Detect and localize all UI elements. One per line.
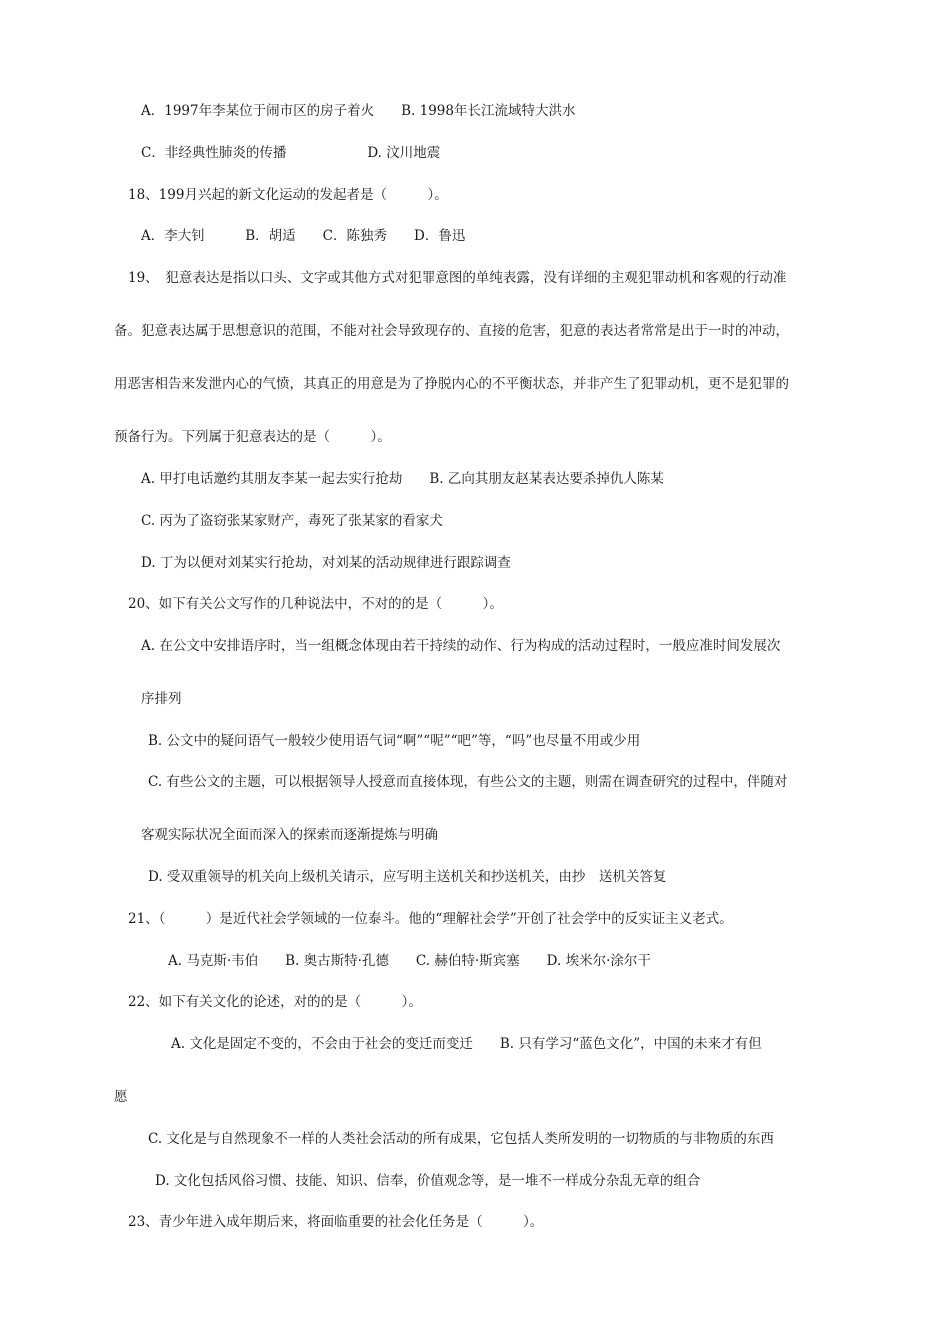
- q19-option-c: C. 丙为了盗窃张某家财产，毒死了张某家的看家犬: [141, 513, 443, 529]
- q17-options-ab: A．1997年李某位于闹市区的房子着火 B. 1998年长江流域特大洪水: [141, 103, 576, 119]
- q18-options: A．李大钊 B．胡适 C．陈独秀 D．鲁迅: [141, 228, 466, 244]
- q19-stem-line-4: 预备行为。下列属于犯意表达的是（ ）。: [114, 429, 391, 445]
- q19-stem-line-1: 19、 犯意表达是指以口头、文字或其他方式对犯罪意图的单纯表露，没有详细的主观犯罪动机和客观的行动准: [128, 270, 787, 286]
- q21-options: A. 马克斯·韦伯 B. 奥古斯特·孔德 C. 赫伯特·斯宾塞 D. 埃米尔·涂尔干: [168, 953, 651, 969]
- q20-option-a-line-1: A. 在公文中安排语序时，当一组概念体现由若干持续的动作、行为构成的活动过程时，一般应准时间发展次: [141, 638, 781, 654]
- q22-option-d: D. 文化包括风俗习惯、技能、知识、信奉，价值观念等，是一堆不一样成分杂乱无章的组合: [155, 1173, 701, 1189]
- q20-option-a-line-2: 序排列: [141, 691, 182, 707]
- q20-option-b: B. 公文中的疑问语气一般较少使用语气词“啊”“呢”“吧”等，“吗”也尽量不用或少用: [148, 733, 641, 749]
- q20-stem: 20、如下有关公文写作的几种说法中，不对的的是（ ）。: [128, 596, 503, 612]
- q22-options-ab-line-1: A. 文化是固定不变的，不会由于社会的变迁而变迁 B. 只有学习“蓝色文化”，中国的未来才有但: [171, 1036, 762, 1052]
- q19-stem-line-2: 备。犯意表达属于思想意识的范围，不能对社会导致现存的、直接的危害，犯意的表达者常常是出于一时的冲动，: [114, 323, 789, 339]
- q22-options-ab-line-2: 愿: [114, 1089, 128, 1105]
- q20-option-c-line-2: 客观实际状况全面而深入的探索而逐渐提炼与明确: [141, 827, 438, 843]
- q19-stem-line-3: 用恶害相告来发泄内心的气愤，其真正的用意是为了挣脱内心的不平衡状态，并非产生了犯罪动机，更不是犯罪的: [114, 376, 789, 392]
- q22-stem: 22、如下有关文化的论述，对的的是（ ）。: [128, 994, 422, 1010]
- q19-options-ab: A. 甲打电话邀约其朋友李某一起去实行抢劫 B. 乙向其朋友赵某表达要杀掉仇人陈某: [141, 471, 664, 487]
- q19-option-d: D. 丁为以便对刘某实行抢劫，对刘某的活动规律进行跟踪调查: [141, 555, 511, 571]
- q22-option-c: C. 文化是与自然现象不一样的人类社会活动的所有成果，它包括人类所发明的一切物质的与非物质的东西: [148, 1131, 774, 1147]
- q23-stem: 23、青少年进入成年期后来，将面临重要的社会化任务是（ ）。: [128, 1214, 544, 1230]
- q20-option-d: D. 受双重领导的机关向上级机关请示，应写明主送机关和抄送机关，由抄 送机关答复: [148, 869, 667, 885]
- q20-option-c-line-1: C. 有些公文的主题，可以根据领导人授意而直接体现，有些公文的主题，则需在调查研究的过程中，伴随对: [148, 774, 788, 790]
- q21-stem: 21、（ ）是近代社会学领域的一位泰斗。他的“理解社会学”开创了社会学中的反实证主义老式。: [128, 911, 733, 927]
- q17-options-cd: C．非经典性肺炎的传播 D. 汶川地震: [141, 145, 441, 161]
- q18-stem: 18、199月兴起的新文化运动的发起者是（ ）。: [128, 187, 448, 203]
